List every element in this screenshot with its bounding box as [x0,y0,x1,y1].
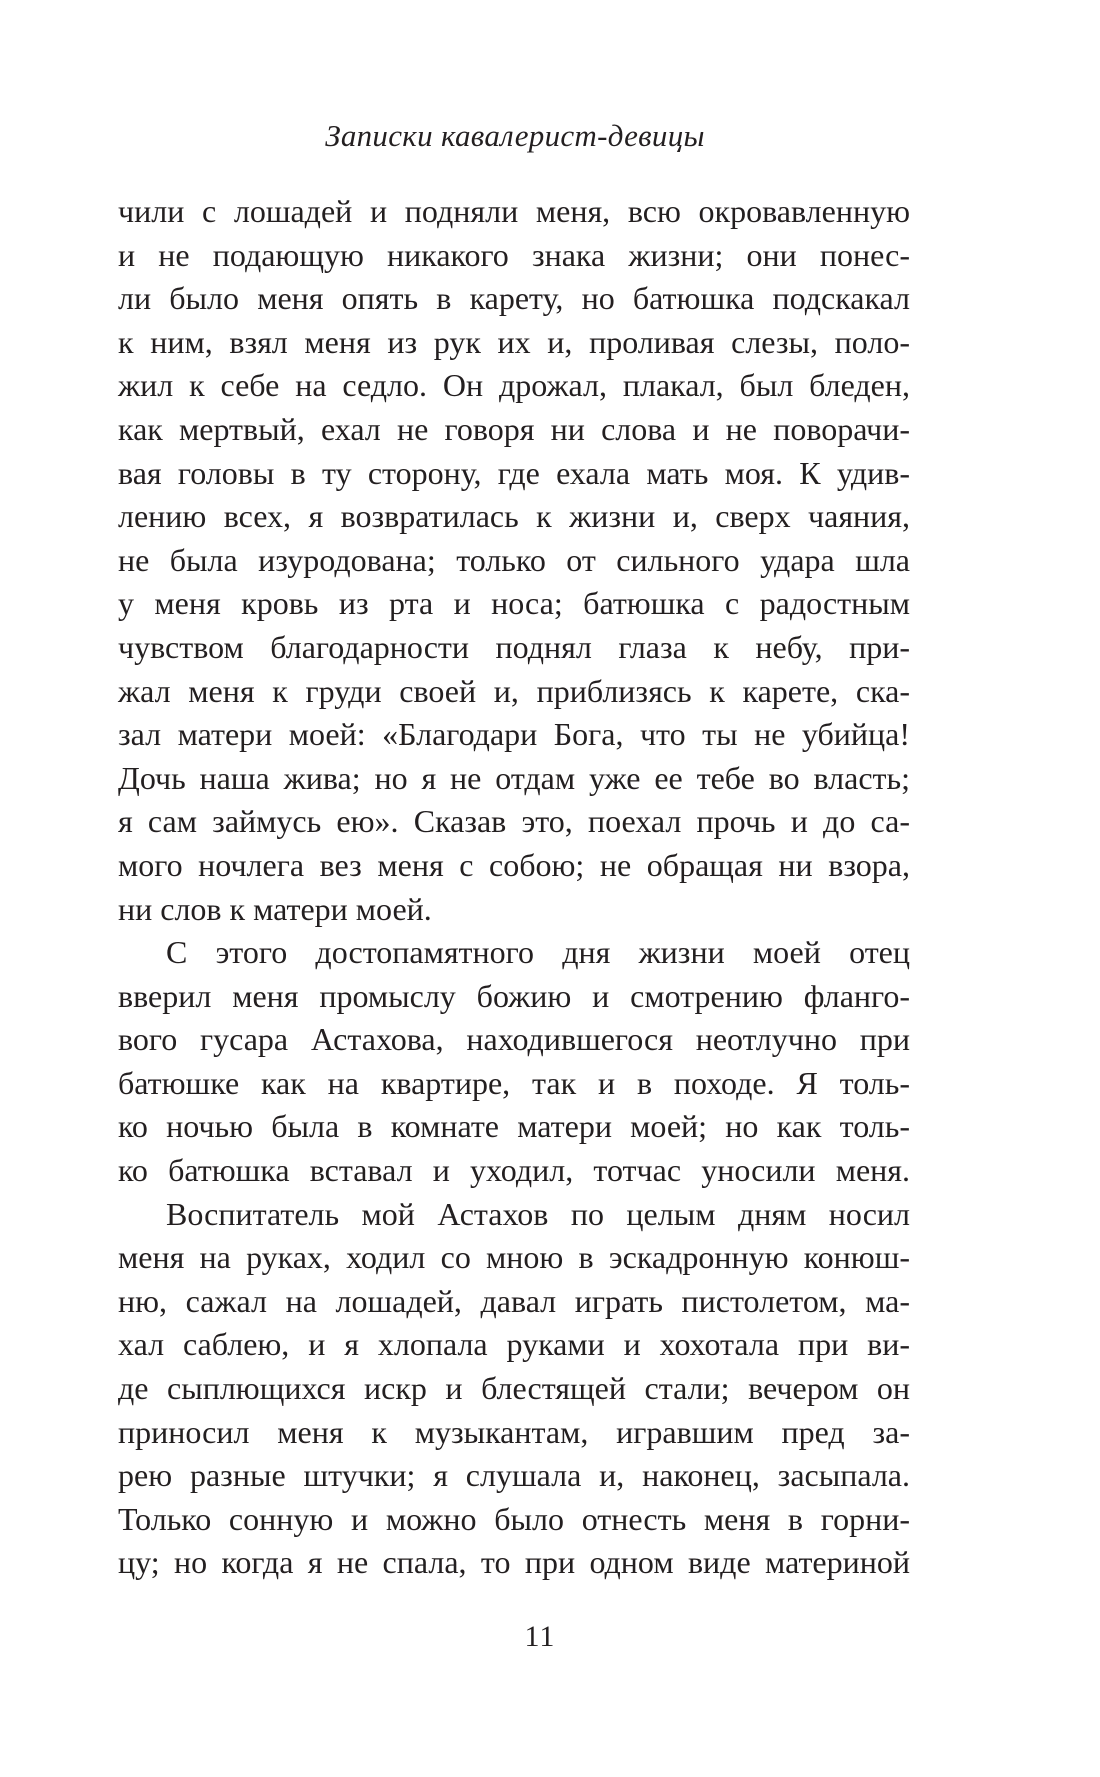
text-line: не была изуродована; только от сильного удара шла [118,541,910,578]
running-head: Записки кавалерист-девицы [325,118,705,153]
text-line: ли было меня опять в карету, но батюшка подскакал [118,280,910,317]
text-line: чувством благодарности поднял глаза к небу, при- [118,628,910,665]
text-line: мого ночлега вез меня с собою; не обращая ни взора, [118,846,910,883]
text-line: вого гусара Астахова, находившегося неотлучно при [118,1021,910,1058]
text-line: меня на руках, ходил со мною в эскадронную конюш- [118,1239,910,1276]
page-number: 11 [524,1620,556,1653]
text-line: ко батюшка вставал и уходил, тотчас уносили меня. [118,1152,910,1189]
text-line: зал матери моей: «Благодари Бога, что ты не убийца! [118,716,910,753]
text-line: Дочь наша жива; но я не отдам уже ее тебе во власть; [118,759,910,796]
paragraph-3 [118,1193,910,1585]
text-line: рею разные штучки; я слушала и, наконец, засыпала. [118,1457,910,1494]
text-line: жал меня к груди своей и, приблизясь к карете, ска- [118,672,910,709]
text-line: батюшке как на квартире, так и в походе. Я толь- [118,1064,910,1101]
text-line: С этого достопамятного дня жизни моей отец [166,934,910,971]
text-line: хал саблею, и я хлопала руками и хохотала при ви- [118,1326,910,1363]
text-line: чили с лошадей и подняли меня, всю окровавленную [118,193,910,229]
text-line: Воспитатель мой Астахов по целым дням носил [166,1195,910,1232]
text-line: у меня кровь из рта и носа; батюшка с радостным [118,585,910,622]
paragraph-1 [118,190,910,931]
text-line: приносил меня к музыкантам, игравшим пред за- [118,1413,910,1450]
text-line: и не подающую никакого знака жизни; они понес- [118,236,910,273]
text-line: Только сонную и можно было отнесть меня в горни- [118,1500,910,1537]
text-line: ко ночью была в комнате матери моей; но как толь- [118,1108,910,1145]
text-line: ню, сажал на лошадей, давал играть пистолетом, ма- [118,1282,910,1319]
text-line: жил к себе на седло. Он дрожал, плакал, был бледен, [118,367,910,404]
text-line: ни слов к матери моей. [118,890,432,927]
body-text [118,190,910,1585]
paragraph-2 [118,931,910,1193]
text-line: вверил меня промыслу божию и смотрению фланго- [118,977,910,1014]
text-line: я сам займусь ею». Сказав это, поехал прочь и до са- [118,803,910,840]
text-line: де сыплющихся искр и блестящей стали; вечером он [118,1370,910,1407]
text-line: вая головы в ту сторону, где ехала мать моя. К удив- [118,454,910,491]
text-line: лению всех, я возвратилась к жизни и, сверх чаяния, [118,498,910,535]
text-line: цу; но когда я не спала, то при одном виде материной [118,1544,910,1581]
text-line: к ним, взял меня из рук их и, проливая слезы, поло- [118,323,910,360]
text-line: как мертвый, ехал не говоря ни слова и не поворачи- [118,410,910,447]
